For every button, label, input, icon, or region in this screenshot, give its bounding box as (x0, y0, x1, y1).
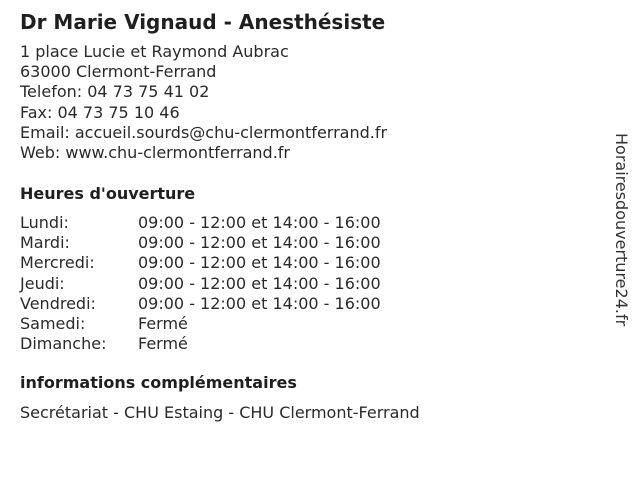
additional-info-text: Secrétariat - CHU Estaing - CHU Clermont-Ferrand (20, 402, 420, 422)
opening-hours-heading: Heures d'ouverture (20, 184, 196, 204)
time-value: 09:00 - 12:00 et 14:00 - 16:00 (138, 233, 381, 253)
time-value: 09:00 - 12:00 et 14:00 - 16:00 (138, 213, 381, 233)
site-watermark: Horairesdouverture24.fr (612, 133, 631, 327)
hours-row-saturday (20, 314, 590, 334)
time-value: 09:00 - 12:00 et 14:00 - 16:00 (138, 253, 381, 273)
hours-row-thursday (20, 274, 590, 294)
fax-line: Fax: 04 73 75 10 46 (20, 102, 180, 122)
day-label: Mercredi: (20, 253, 95, 273)
time-value: Fermé (138, 333, 188, 353)
day-label: Samedi: (20, 313, 86, 333)
web-line: Web: www.chu-clermontferrand.fr (20, 143, 291, 163)
phone-line: Telefon: 04 73 75 41 02 (20, 82, 210, 102)
practitioner-card (20, 9, 590, 423)
hours-row-monday (20, 213, 590, 233)
time-value: 09:00 - 12:00 et 14:00 - 16:00 (138, 293, 381, 313)
opening-hours-table (20, 213, 590, 354)
day-label: Vendredi: (20, 293, 96, 313)
day-label: Jeudi: (20, 273, 65, 293)
hours-row-sunday (20, 334, 590, 354)
hours-row-tuesday (20, 233, 590, 253)
day-label: Dimanche: (20, 333, 107, 353)
contact-block (20, 42, 590, 163)
hours-row-wednesday (20, 253, 590, 273)
address-line-1: 1 place Lucie et Raymond Aubrac (20, 42, 289, 61)
time-value: 09:00 - 12:00 et 14:00 - 16:00 (138, 273, 381, 293)
day-label: Lundi: (20, 213, 69, 233)
email-line: Email: accueil.sourds@chu-clermontferrand.fr (20, 122, 388, 142)
page-title: Dr Marie Vignaud - Anesthésiste (20, 10, 386, 34)
additional-info-heading: informations complémentaires (20, 372, 297, 392)
time-value: Fermé (138, 313, 188, 333)
day-label: Mardi: (20, 233, 70, 253)
address-line-2: 63000 Clermont-Ferrand (20, 62, 217, 82)
hours-row-friday (20, 294, 590, 314)
